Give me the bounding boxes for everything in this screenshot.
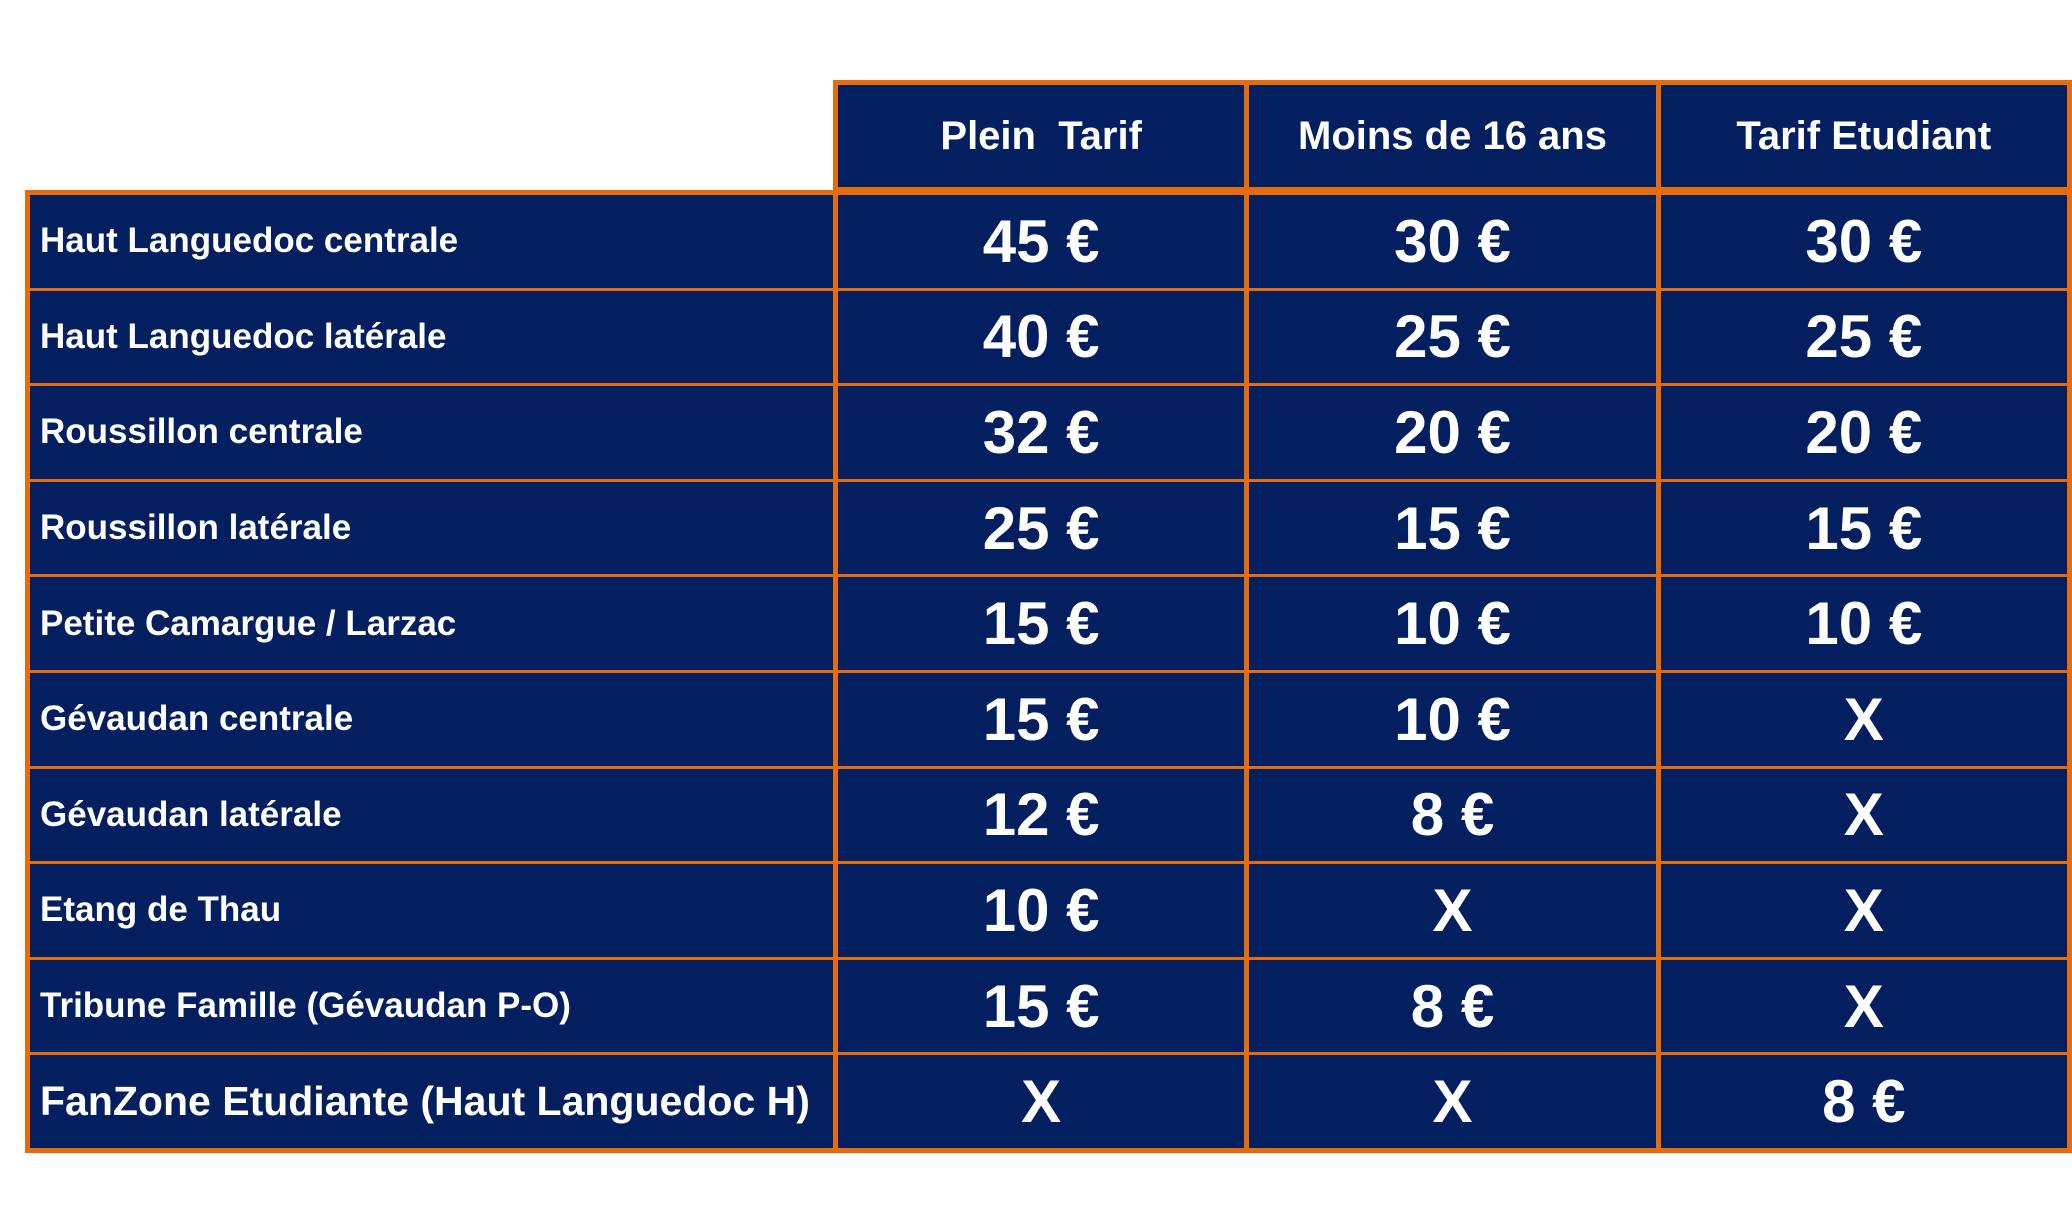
price-plein-tarif: 40 €	[838, 291, 1249, 384]
price-moins-16-ans: 8 €	[1249, 960, 1660, 1053]
price-tarif-etudiant: 25 €	[1805, 303, 1923, 371]
zone-label: Gévaudan latérale	[30, 769, 838, 862]
zone-label: Etang de Thau	[30, 864, 838, 957]
zone-label: Haut Languedoc latérale	[30, 291, 838, 384]
price-tarif-etudiant: X	[1843, 685, 1884, 753]
price-tarif-etudiant: 30 €	[1805, 207, 1923, 275]
header-moins-16-ans: Moins de 16 ans	[1249, 85, 1660, 187]
zone-label: Roussillon latérale	[30, 482, 838, 575]
zone-label: Tribune Famille (Gévaudan P-O)	[30, 960, 838, 1053]
table-row	[30, 864, 2067, 960]
table-row	[30, 960, 2067, 1056]
price-moins-16-ans: X	[1249, 864, 1660, 957]
zone-label: Haut Languedoc centrale	[30, 195, 838, 288]
price-moins-16-ans: 25 €	[1249, 291, 1660, 384]
price-tarif-etudiant: 10 €	[1805, 590, 1923, 658]
price-moins-16-ans: 15 €	[1249, 482, 1660, 575]
price-plein-tarif: X	[838, 1055, 1249, 1148]
price-plein-tarif: 15 €	[838, 673, 1249, 766]
price-tarif-etudiant: X	[1843, 876, 1884, 944]
price-tarif-etudiant: X	[1843, 972, 1884, 1040]
price-tarif-etudiant: 15 €	[1805, 494, 1923, 562]
price-moins-16-ans: 8 €	[1249, 769, 1660, 862]
zone-label: Gévaudan centrale	[30, 673, 838, 766]
table-row	[30, 769, 2067, 865]
table-row	[30, 291, 2067, 387]
price-plein-tarif: 10 €	[838, 864, 1249, 957]
price-table	[25, 190, 2072, 1153]
column-header-row	[833, 80, 2072, 192]
header-plein-tarif: Plein Tarif	[838, 85, 1249, 187]
price-plein-tarif: 45 €	[838, 195, 1249, 288]
price-plein-tarif: 15 €	[838, 577, 1249, 670]
price-moins-16-ans: X	[1249, 1055, 1660, 1148]
table-row	[30, 1055, 2067, 1148]
price-plein-tarif: 15 €	[838, 960, 1249, 1053]
zone-label: Petite Camargue / Larzac	[30, 577, 838, 670]
price-plein-tarif: 12 €	[838, 769, 1249, 862]
price-tarif-etudiant: 20 €	[1805, 398, 1923, 466]
price-moins-16-ans: 20 €	[1249, 386, 1660, 479]
zone-label: Roussillon centrale	[30, 386, 838, 479]
table-row	[30, 482, 2067, 578]
price-moins-16-ans: 10 €	[1249, 673, 1660, 766]
table-row	[30, 577, 2067, 673]
price-moins-16-ans: 30 €	[1249, 195, 1660, 288]
price-plein-tarif: 25 €	[838, 482, 1249, 575]
price-plein-tarif: 32 €	[838, 386, 1249, 479]
table-row	[30, 673, 2067, 769]
price-tarif-etudiant: X	[1843, 781, 1884, 849]
price-moins-16-ans: 10 €	[1249, 577, 1660, 670]
zone-label: FanZone Etudiante (Haut Languedoc H)	[30, 1055, 838, 1148]
header-tarif-etudiant: Tarif Etudiant	[1736, 113, 1992, 158]
table-row	[30, 195, 2067, 291]
table-row	[30, 386, 2067, 482]
price-tarif-etudiant: 8 €	[1822, 1068, 1906, 1136]
